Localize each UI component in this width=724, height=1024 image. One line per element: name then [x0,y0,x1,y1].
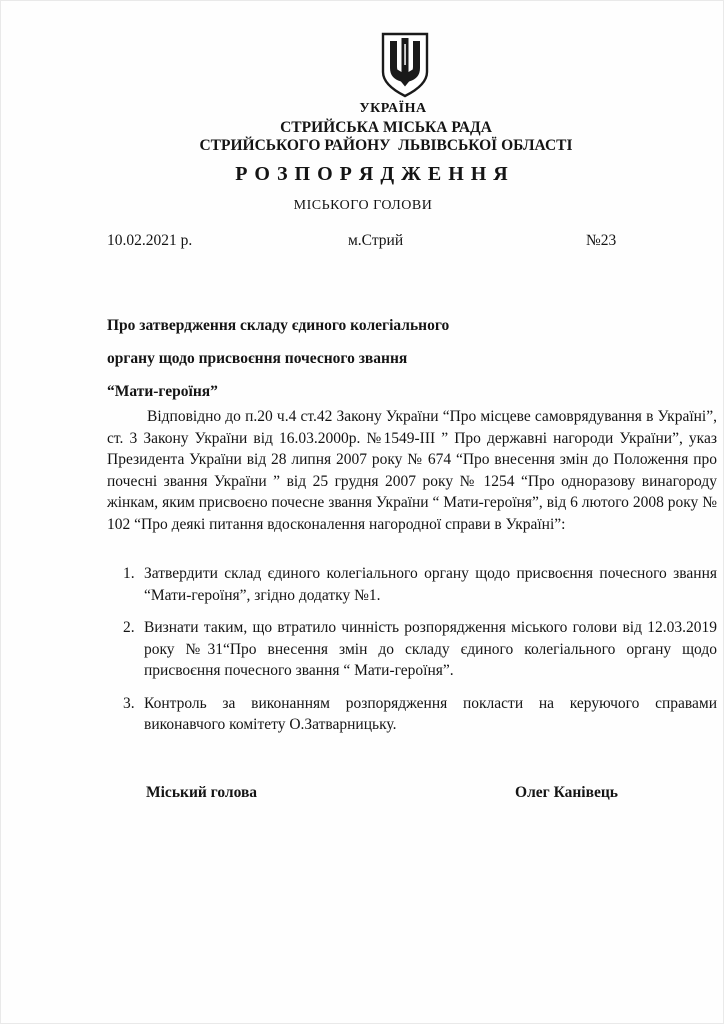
subject-line-1: Про затвердження складу єдиного колегіального [107,317,450,334]
preamble-paragraph: Відповідно до п.20 ч.4 ст.42 Закону України “Про місцеве самоврядування в Україні”, ст. 3 Закону України від 16.03.2000р. №1549-ІІІ ” Про державні нагороди України”, указ Президента України від 28 липня 2007 року № 674 “Про внесення змін до Положення про почесні звання України ” від 25 грудня 2007 року № 1254 “Про одноразову винагороду жінкам, яким присвоєно почесне звання України “ Мати-героїня”, від 6 лютого 2008 року № 102 “Про деякі питання вдосконалення нагородної справи в Україні”: [107,408,717,533]
item-number: 2. [123,619,135,636]
document-place: м.Стрий [348,232,404,249]
council-name: СТРИЙСЬКА МІСЬКА РАДА [280,119,492,136]
subject-block [107,309,587,408]
ukraine-trident-icon [379,32,431,98]
item-number: 1. [123,565,135,582]
document-type-title: Р О З П О Р Я Д Ж Е Н Н Я [235,163,509,185]
document-date: 10.02.2021 р. [107,232,193,249]
list-item [123,693,717,736]
item-text: Контроль за виконанням розпорядження покласти на керуючого справами виконавчого комітету О.Затварницьку. [144,694,717,733]
subject-line-2: органу щодо присвоєння почесного звання [107,350,408,367]
list-item [123,563,717,606]
district-name: СТРИЙСЬКОГО РАЙОНУ ЛЬВІВСЬКОЇ ОБЛАСТІ [199,137,573,154]
signature-row [146,784,618,802]
document-number: №23 [586,232,617,249]
subject-line-3: “Мати-героїня” [107,383,218,400]
document-issuer: МІСЬКОГО ГОЛОВИ [293,198,433,213]
ordered-items-list [123,563,717,747]
country-name: УКРАЇНА [359,101,427,116]
item-number: 3. [123,694,135,712]
item-text: Визнати таким, що втратило чинність розпорядження міського голови від 12.03.2019 року №31“Про внесення змін до складу єдиного колегіального органу щодо присвоєння почесного звання “ Мати-героїня”. [144,619,717,679]
signature-name: Олег Канівець [515,784,618,801]
item-text: Затвердити склад єдиного колегіального органу щодо присвоєння почесного звання “Мати-героїня”, згідно додатку №1. [144,565,717,604]
signature-title: Міський голова [146,784,258,801]
list-item [123,617,717,682]
